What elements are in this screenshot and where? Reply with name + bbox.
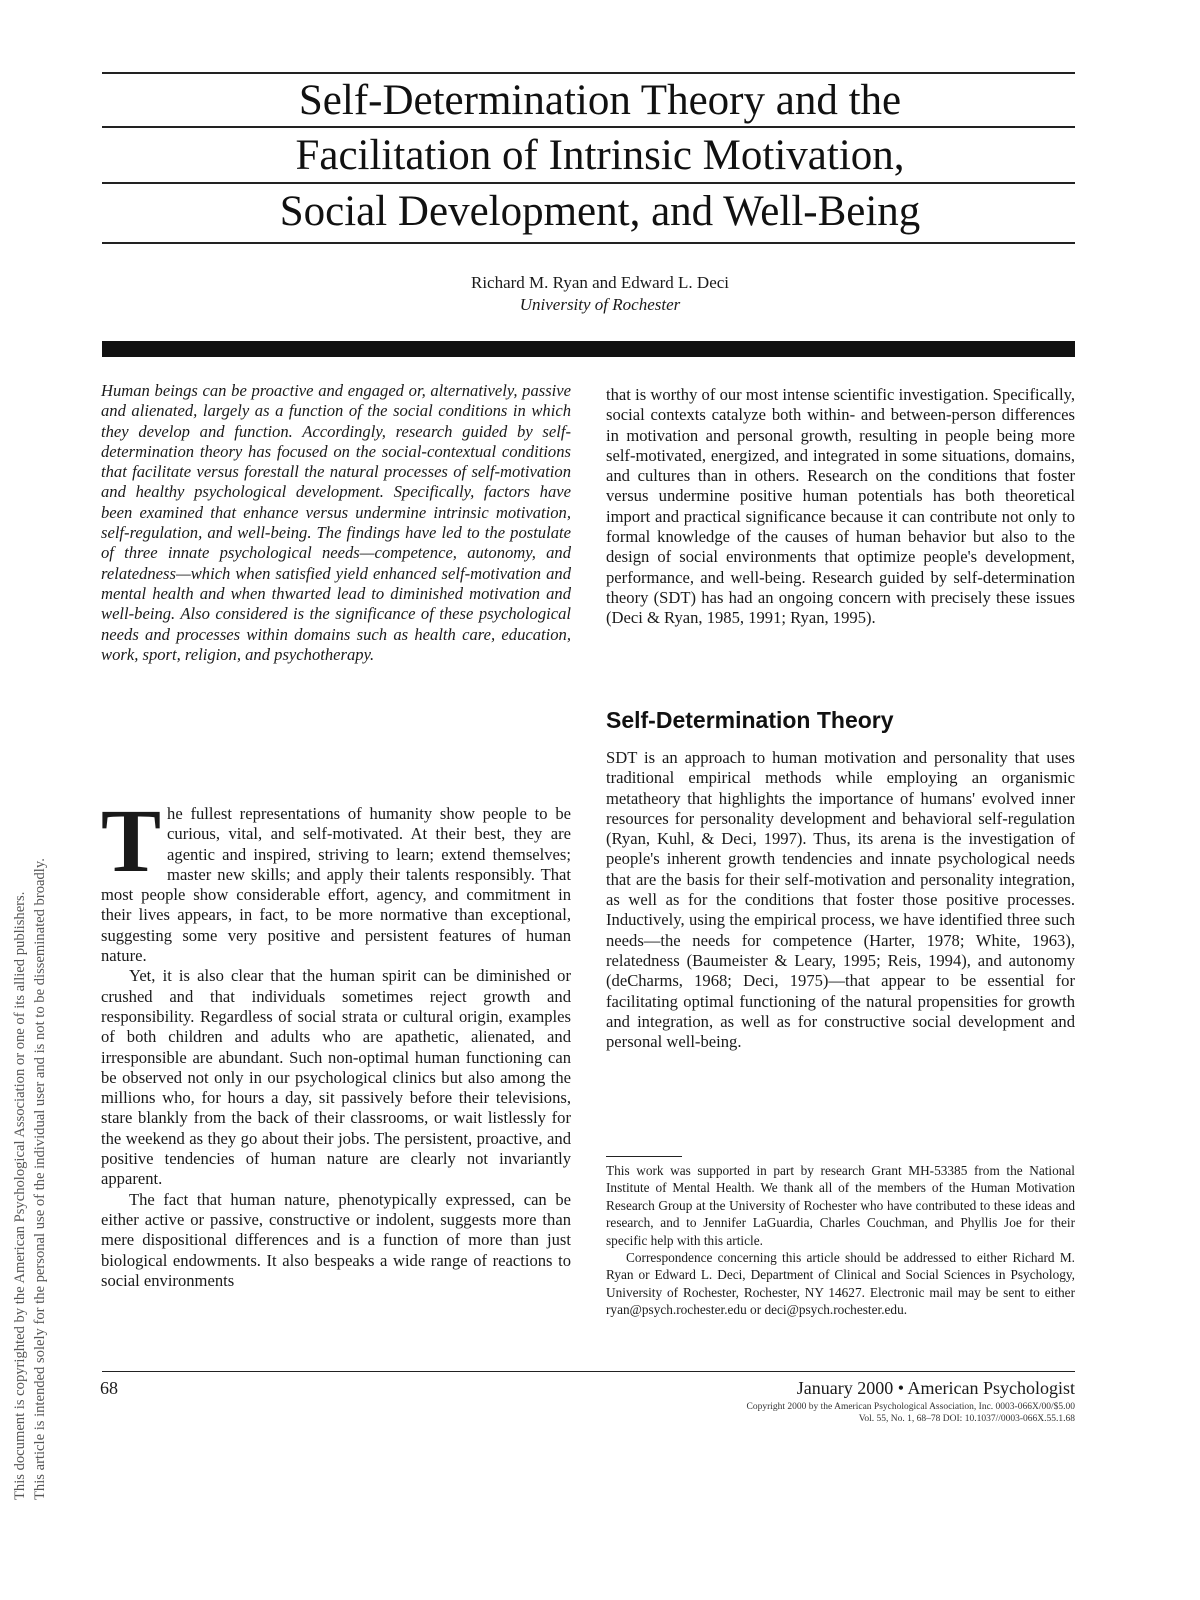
introduction <box>101 792 571 1291</box>
side-notice-line-2: This article is intended solely for the personal use of the individual user and is not to be disseminated broadly. <box>32 858 48 1500</box>
footnote-rule <box>606 1156 682 1157</box>
title-rule-top <box>102 72 1075 74</box>
right-paragraph-2-text: SDT is an approach to human motivation and personality that uses traditional empirical methods while employing an organismic metatheory that highlights the importance of humans' evolved inner resources for personality development and behavioral self-regulation (Ryan, Kuhl, & Deci, 1997). Thus, its arena is the investigation of people's inherent growth tendencies and innate psychological needs that are the basis for their self-motivation and personality integration, as well as for the conditions that foster those positive processes. Inductively, using the empirical process, we have identified three such needs—the needs for competence (Harter, 1978; White, 1963), relatedness (Baumeister & Leary, 1995; Reis, 1994), and autonomy (deCharms, 1968; Deci, 1975)—that appear to be essential for facilitating optimal functioning of the natural propensities for growth and integration, as well as for constructive social development and personal well-being. <box>606 748 1075 1052</box>
intro-paragraph-1 <box>101 792 571 966</box>
title-line-3: Social Development, and Well-Being <box>279 188 921 235</box>
right-column-paragraph-1 <box>606 385 1075 629</box>
copyright-side-notice <box>10 858 50 1500</box>
footnote-correspondence: Correspondence concerning this article should be addressed to either Richard M. Ryan or Edward L. Deci, Department of Clinical and Social Sciences in Psychology, University of Rochester, Rochester, NY 14627. Electronic mail may be sent to either ryan@psych.rochester.edu or deci@psych.rochester.edu. <box>606 1250 1075 1318</box>
side-notice-line-1: This document is copyrighted by the American Psychological Association or one of its allied publishers. <box>12 891 28 1500</box>
drop-cap: T <box>101 792 162 891</box>
footnote <box>606 1162 1075 1319</box>
affiliation: University of Rochester <box>519 295 681 314</box>
footer-rule <box>102 1371 1075 1372</box>
intro-paragraph-3: The fact that human nature, phenotypically expressed, can be either active or passive, constructive or indolent, suggests more than mere dispositional differences and is a function of more than just biological endowments. It also bespeaks a wide range of reactions to social environments <box>101 1189 571 1290</box>
title-rule-1 <box>102 126 1075 128</box>
copyright-block <box>515 1401 1075 1425</box>
title-rule-bottom <box>102 242 1075 244</box>
volume-doi-line: Vol. 55, No. 1, 68–78 DOI: 10.1037//0003-066X.55.1.68 <box>858 1414 1075 1424</box>
right-paragraph-1-text: that is worthy of our most intense scientific investigation. Specifically, social contexts catalyze both within- and between-person differences in motivation and personal growth, resulting in people being more self-motivated, energized, and integrated in some situations, domains, and cultures than in others. Research on the conditions that foster versus undermine positive human potentials has both theoretical import and practical significance because it can contribute not only to formal knowledge of the causes of human behavior but also to the design of social environments that optimize people's development, performance, and well-being. Research guided by self-determination theory (SDT) has had an ongoing concern with precisely these issues (Deci & Ryan, 1985, 1991; Ryan, 1995). <box>606 385 1075 628</box>
header-divider <box>102 341 1075 357</box>
title-rule-2 <box>102 182 1075 184</box>
journal-issue: January 2000 • American Psychologist <box>796 1378 1075 1398</box>
abstract <box>101 381 571 665</box>
section-heading: Self-Determination Theory <box>606 707 894 733</box>
right-column-paragraph-2 <box>606 748 1075 1052</box>
intro-paragraph-2: Yet, it is also clear that the human spirit can be diminished or crushed and that individuals sometimes reject growth and responsibility. Regardless of social strata or cultural origin, examples of both children and adults who are apathetic, alienated, and irresponsible are abundant. Such non-optimal human functioning can be observed not only in our psychological clinics but also among the millions who, for hours a day, sit passively before their televisions, stare blankly from the back of their classrooms, or wait listlessly for the weekend as they go about their jobs. The persistent, proactive, and positive tendencies of human nature are clearly not invariantly apparent. <box>101 966 571 1189</box>
copyright-line: Copyright 2000 by the American Psychological Association, Inc. 0003-066X/00/$5.00 <box>746 1402 1075 1412</box>
title-line-1: Self-Determination Theory and the <box>298 77 902 124</box>
title-line-2: Facilitation of Intrinsic Motivation, <box>295 132 905 179</box>
footnote-support: This work was supported in part by research Grant MH-53385 from the National Institute of Mental Health. We thank all of the members of the Human Motivation Research Group at the University of Rochester who have contributed to these ideas and research, and to Jennifer LaGuardia, Charles Couchman, and Phyllis Joe for their specific help with this article. <box>606 1163 1075 1248</box>
authors: Richard M. Ryan and Edward L. Deci <box>470 273 730 292</box>
abstract-text: Human beings can be proactive and engaged or, alternatively, passive and alienated, largely as a function of the social conditions in which they develop and function. Accordingly, research guided by self-determination theory has focused on the social-contextual conditions that facilitate versus forestall the natural processes of self-motivation and healthy psychological development. Specifically, factors have been examined that enhance versus undermine intrinsic motivation, self-regulation, and well-being. The findings have led to the postulate of three innate psychological needs—competence, autonomy, and relatedness—which when satisfied yield enhanced self-motivation and mental health and when thwarted lead to diminished motivation and well-being. Also considered is the significance of these psychological needs and processes within domains such as health care, education, work, sport, religion, and psychotherapy. <box>101 381 571 664</box>
page-number: 68 <box>100 1378 118 1398</box>
intro-paragraph-1-text: he fullest representations of humanity show people to be curious, vital, and self-motivated. At their best, they are agentic and inspired, striving to learn; extend themselves; master new skills; and apply their talents responsibly. That most people show considerable effort, agency, and commitment in their lives appears, in fact, to be more normative than exceptional, suggesting some very positive and persistent features of human nature. <box>101 804 571 966</box>
